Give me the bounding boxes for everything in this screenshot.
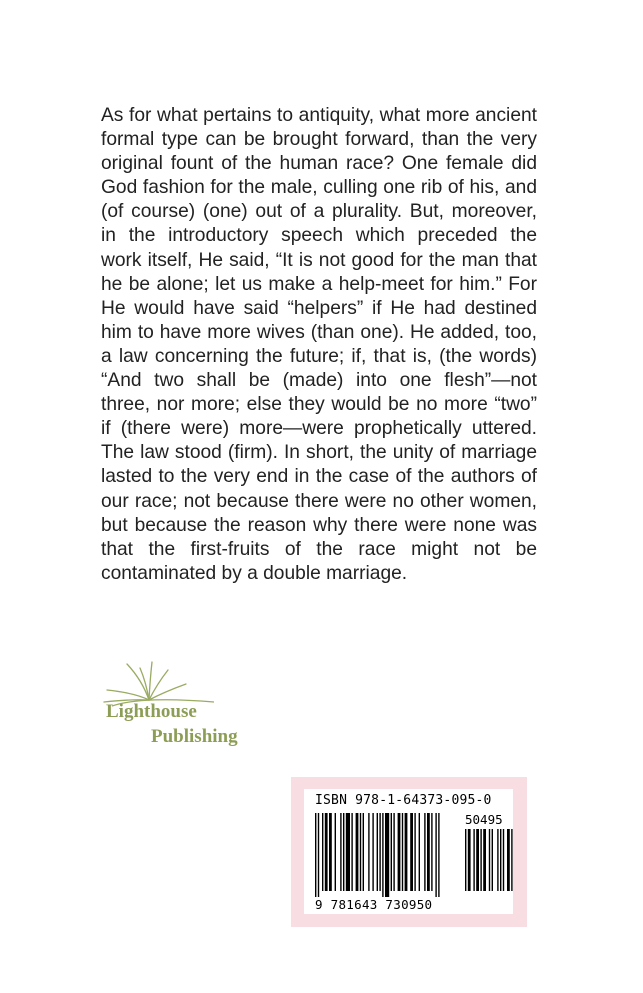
barcode-bar: [480, 829, 481, 891]
barcode-bar: [391, 813, 392, 891]
barcode-bar: [385, 813, 389, 897]
barcode-bar: [489, 829, 490, 891]
barcode-bar: [414, 813, 415, 891]
barcode-bar: [393, 813, 394, 891]
barcode-addon-digits: 50495: [465, 812, 503, 827]
publisher-name-line2: Publishing: [151, 726, 238, 747]
barcode-ean-digits: 9 781643 730950: [315, 897, 433, 912]
barcode-bar: [405, 813, 408, 891]
barcode-bar: [492, 829, 493, 891]
barcode-bar: [325, 813, 328, 891]
barcode-bar: [335, 813, 336, 891]
barcode-bar: [468, 829, 471, 891]
barcode-bar: [419, 813, 420, 891]
barcode-bar: [346, 813, 350, 891]
publisher-logo: [102, 660, 272, 755]
barcode-bar: [500, 829, 501, 891]
barcode-bar: [497, 829, 498, 891]
barcode-bar: [503, 829, 504, 891]
barcode-bar: [465, 829, 466, 891]
barcode-bar: [424, 813, 425, 891]
barcode-bar: [379, 813, 380, 891]
publisher-name-line1: Lighthouse: [106, 701, 197, 722]
barcode-bar: [483, 829, 486, 891]
barcode-bar: [340, 813, 341, 891]
barcode-bar: [318, 813, 319, 897]
barcode-bar: [360, 813, 361, 891]
blurb-text: As for what pertains to antiquity, what more ancient formal type can be brought forward, than the very original fount of the human race? One female did God fashion for the male, culling one rib of his, and (of course) (one) out of a plurality. But, moreover, in the introductory speech which preceded the work itself, He said, “It is not good for the man that he be alone; let us make a help-meet for him.” For He would have said “helpers” if He had destined him to have more wives (than one). He added, too, a law concerning the future; if, that is, (the words) “And two shall be (made) into one flesh”—not three, nor more; else they would be no more “two” if (there were) more—were prophetically uttered. The law stood (firm). In short, the unity of marriage lasted to the very end in the case of the authors of our race; not because there were no other women, but because the reason why there were none was that the first-fruits of the race might not be contaminated by a double marriage.: [101, 105, 537, 584]
barcode-bar: [368, 813, 369, 891]
barcode-bar: [402, 813, 403, 891]
barcode-bar: [315, 813, 316, 897]
barcode-bars: [304, 789, 513, 914]
barcode-bar: [476, 829, 479, 891]
barcode-bar: [507, 829, 510, 891]
isbn-label: ISBN 978-1-64373-095-0: [315, 793, 492, 808]
barcode-bar: [356, 813, 359, 891]
barcode-bar: [377, 813, 378, 891]
barcode-bar: [431, 813, 432, 891]
barcode-bar: [363, 813, 364, 891]
barcode-bar: [410, 813, 413, 891]
barcode-panel: [291, 777, 527, 927]
barcode-bar: [351, 813, 352, 891]
back-cover-blurb: [101, 104, 537, 586]
barcode-bar: [435, 813, 436, 897]
barcode-bar: [473, 829, 474, 891]
barcode-bar: [398, 813, 401, 891]
barcode-bar: [372, 813, 373, 891]
barcode-bar: [382, 813, 383, 897]
barcode-bar: [427, 813, 430, 891]
barcode-bar: [322, 813, 323, 891]
barcode-bar: [511, 829, 512, 891]
barcode-bar: [343, 813, 344, 891]
barcode-bar: [438, 813, 439, 897]
barcode-area: [304, 789, 513, 914]
barcode-bar: [329, 813, 332, 891]
